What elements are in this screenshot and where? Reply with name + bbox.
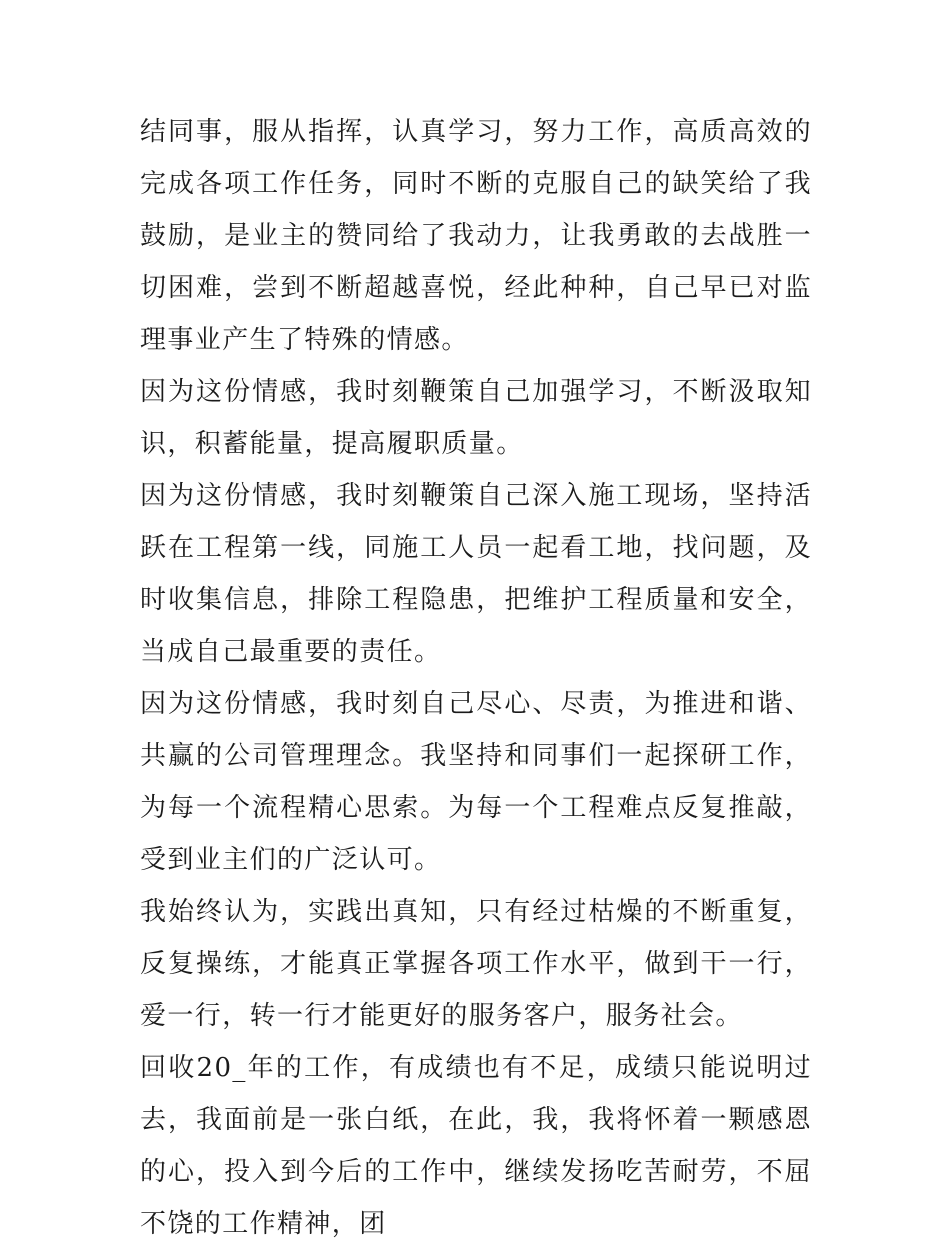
paragraph-5: 我始终认为，实践出真知，只有经过枯燥的不断重复，反复操练，才能真正掌握各项工作水平，做到干一行，爱一行，转一行才能更好的服务客户，服务社会。 bbox=[140, 897, 812, 1031]
paragraph-1: 结同事，服从指挥，认真学习，努力工作，高质高效的完成各项工作任务，同时不断的克服自己的缺笑给了我鼓励，是业主的赞同给了我动力，让我勇敢的去战胜一切困难，尝到不断超越喜悦，经此种种，自己早已对监理事业产生了特殊的情感。 bbox=[140, 117, 812, 355]
document-body bbox=[140, 106, 812, 1250]
paragraph-6: 回收20_年的工作，有成绩也有不足，成绩只能说明过去，我面前是一张白纸，在此，我，我将怀着一颗感恩的心，投入到今后的工作中，继续发扬吃苦耐劳，不屈不饶的工作精神，团 bbox=[140, 1053, 812, 1239]
paragraph-4: 因为这份情感，我时刻自己尽心、尽责，为推进和谐、共赢的公司管理理念。我坚持和同事们一起探研工作，为每一个流程精心思索。为每一个工程难点反复推敲，受到业主们的广泛认可。 bbox=[140, 689, 812, 875]
paragraph-3: 因为这份情感，我时刻鞭策自己深入施工现场，坚持活跃在工程第一线，同施工人员一起看工地，找问题，及时收集信息，排除工程隐患，把维护工程质量和安全，当成自己最重要的责任。 bbox=[140, 481, 812, 667]
paragraph-2: 因为这份情感，我时刻鞭策自己加强学习，不断汲取知识，积蓄能量，提高履职质量。 bbox=[140, 377, 812, 459]
